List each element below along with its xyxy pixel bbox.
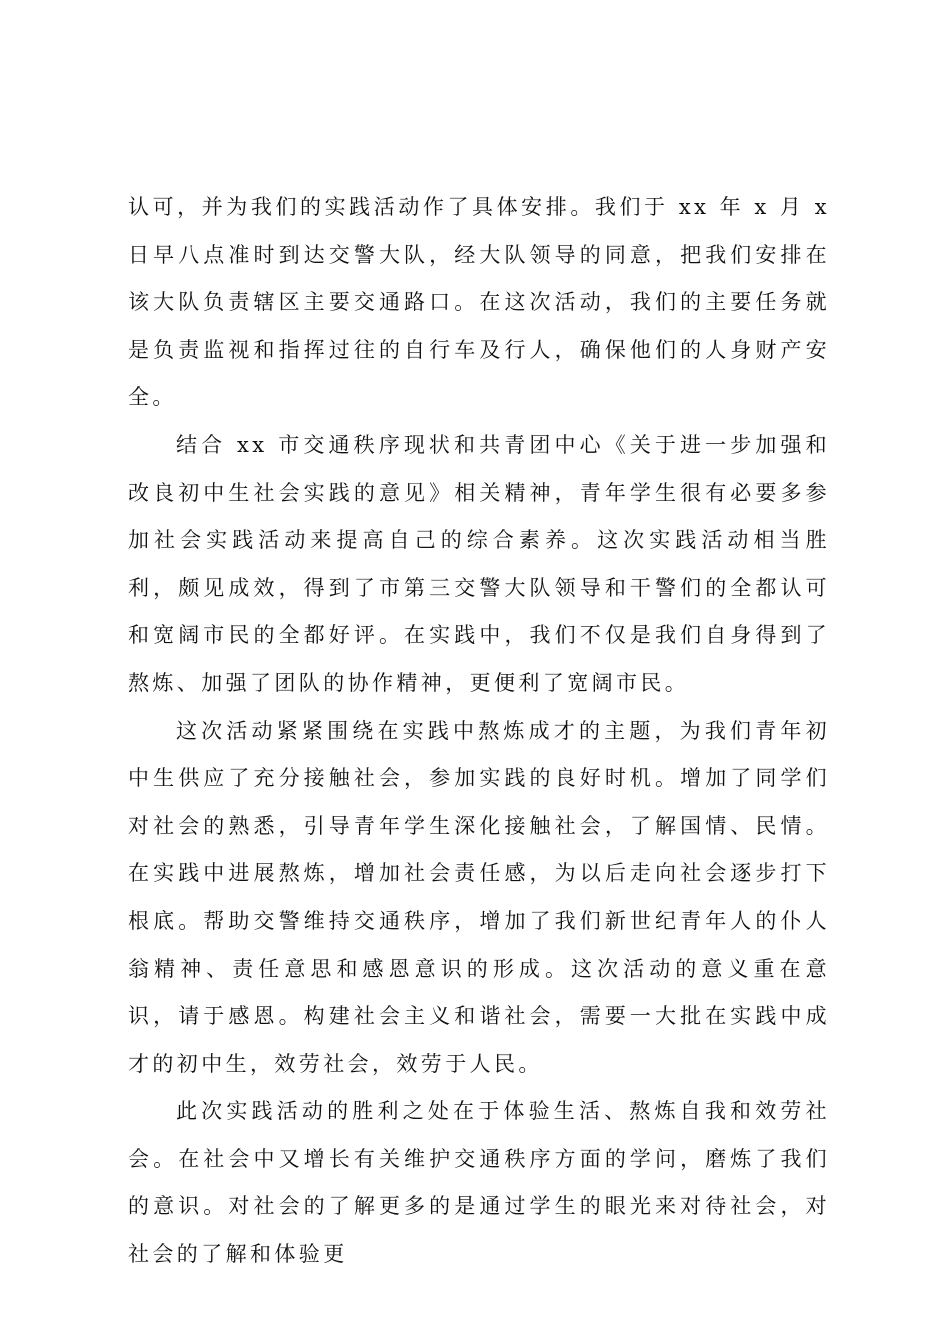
paragraph-2: 结合 xx 市交通秩序现状和共青团中心《关于进一步加强和改良初中生社会实践的意见》相关精神，青年学生很有必要多参加社会实践活动来提高自己的综合素养。这次实践活动相当胜利，颇见成效，得到了市第三交警大队领导和干警们的全都认可和宽阔市民的全都好评。在实践中，我们不仅是我们自身得到了熬炼、加强了团队的协作精神，更便利了宽阔市民。 (128, 432, 830, 695)
document-body (128, 184, 830, 1279)
paragraph-4: 此次实践活动的胜利之处在于体验生活、熬炼自我和效劳社会。在社会中又增长有关维护交通秩序方面的学问，磨炼了我们的意识。对社会的了解更多的是通过学生的眼光来对待社会，对社会的了解和体验更 (128, 1099, 830, 1267)
paragraph-3: 这次活动紧紧围绕在实践中熬炼成才的主题，为我们青年初中生供应了充分接触社会，参加实践的良好时机。增加了同学们对社会的熟悉，引导青年学生深化接触社会，了解国情、民情。在实践中进展熬炼，增加社会责任感，为以后走向社会逐步打下根底。帮助交警维持交通秩序，增加了我们新世纪青年人的仆人翁精神、责任意思和感恩意识的形成。这次活动的意义重在意识，请于感恩。构建社会主义和谐社会，需要一大批在实践中成才的初中生，效劳社会，效劳于人民。 (128, 718, 830, 1076)
paragraph-1: 认可，并为我们的实践活动作了具体安排。我们于 xx 年 x 月 x 日早八点准时到达交警大队，经大队领导的同意，把我们安排在该大队负责辖区主要交通路口。在这次活动，我们的主要任务就是负责监视和指挥过往的自行车及行人，确保他们的人身财产安全。 (128, 195, 830, 410)
